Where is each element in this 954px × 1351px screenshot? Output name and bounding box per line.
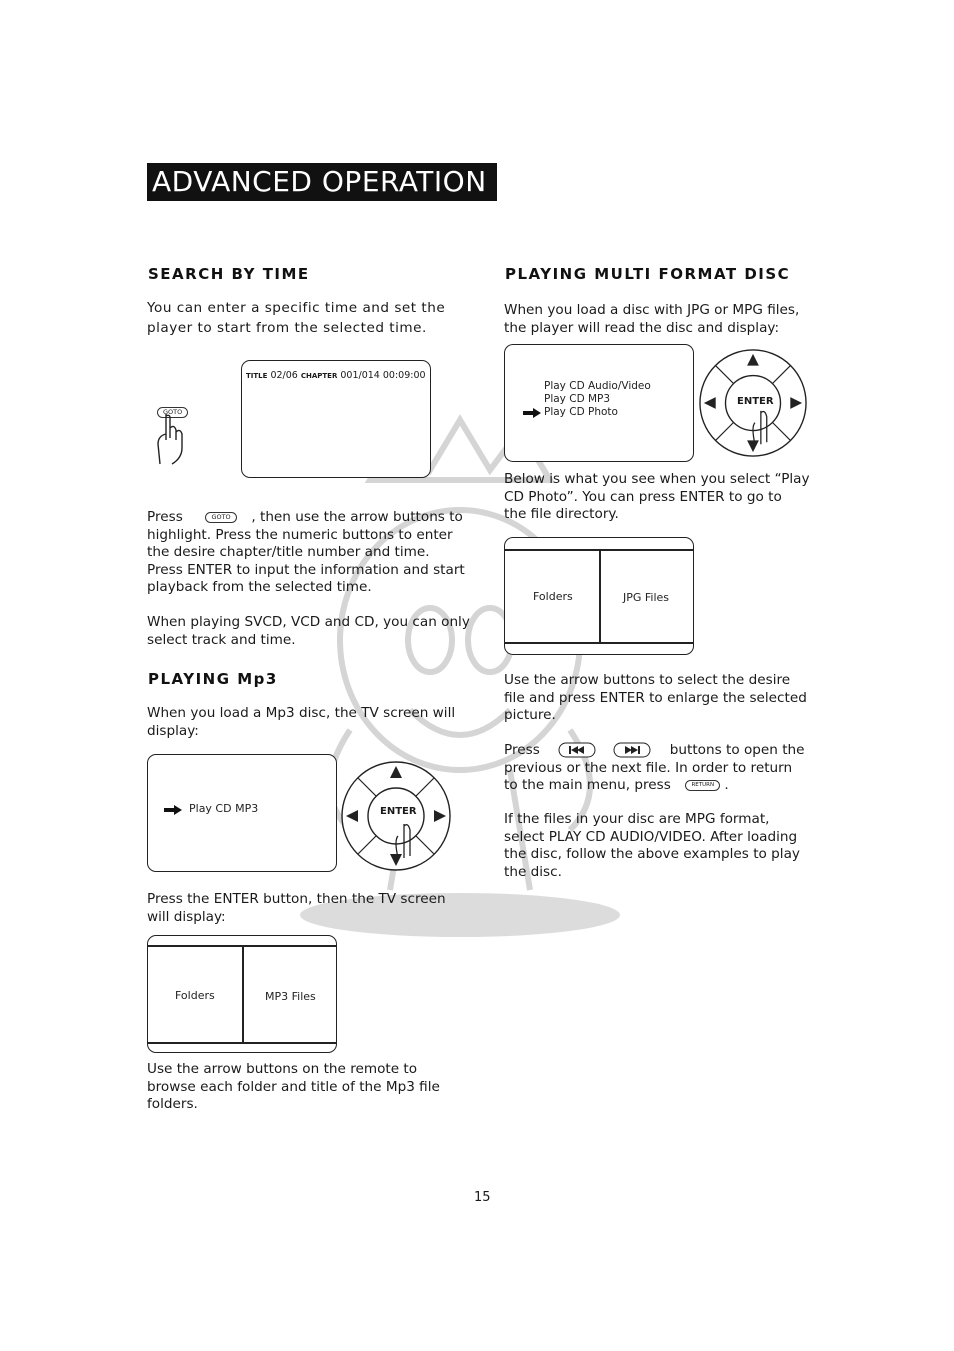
skip-line: previous or the next file. In order to return (504, 759, 793, 776)
browse-line: folders. (147, 1096, 198, 1113)
mpg-line: the disc. (504, 863, 562, 880)
skip-first-line (504, 742, 834, 760)
goto-line: playback from the selected time. (147, 579, 372, 596)
browse-instructions (147, 1061, 477, 1114)
arrow-line: Use the arrow buttons to select the desire (504, 672, 791, 688)
tv-screen-jpg-folders (504, 537, 694, 655)
menu-item-audio-video: Play CD Audio/Video (544, 380, 651, 392)
below-line: the file directory. (504, 506, 619, 523)
enter-key-label: ENTER (737, 396, 774, 407)
return-line: to the main menu, press RETURN . (504, 777, 729, 794)
osd-chapter-label: CHAPTER (300, 372, 338, 380)
tv-screen-mp3 (147, 754, 337, 872)
enter-intro-line: will display: (147, 908, 226, 925)
goto-inline-button: GOTO (205, 512, 236, 523)
return-button-icon: RETURN (685, 780, 720, 791)
arrow-instructions (504, 672, 834, 725)
folders-label: Folders (533, 590, 573, 603)
return-text: to the main menu, press (504, 777, 671, 794)
menu-item-mp3: Play CD MP3 (544, 393, 611, 405)
pointing-hand-icon (152, 412, 190, 466)
press-word: Press (504, 742, 540, 758)
browse-line: browse each folder and title of the Mp3 file (147, 1078, 440, 1095)
mp3-intro-line: display: (147, 722, 199, 739)
previous-track-icon (558, 742, 596, 758)
osd-title-value: 02/06 (270, 370, 298, 381)
playing-mp3-heading: PLAYING Mp3 (148, 670, 278, 688)
mpg-line: select PLAY CD AUDIO/VIDEO. After loading (504, 828, 798, 845)
next-track-icon (613, 742, 651, 758)
jpg-files-label: JPG Files (623, 591, 670, 604)
press-word: Press (147, 509, 183, 525)
arrow-cursor-icon (523, 408, 541, 418)
goto-line: the desire chapter/title number and time. (147, 544, 430, 561)
mp3-intro (147, 705, 477, 740)
skip-instructions (504, 742, 834, 795)
search-by-time-heading: SEARCH BY TIME (148, 265, 310, 283)
mp3-menu-item: Play CD MP3 (189, 802, 259, 815)
osd-title-label: TITLE (246, 372, 268, 380)
svcd-line: When playing SVCD, VCD and CD, you can only (147, 613, 470, 630)
search-intro (147, 300, 457, 337)
goto-button-label: GOTO (157, 407, 188, 418)
tv-screen-multi-menu (504, 344, 694, 462)
arrow-line: file and press ENTER to enlarge the selected (504, 689, 807, 706)
tv-screen-search (241, 360, 431, 478)
multi-intro-line: When you load a disc with JPG or MPG files, (504, 302, 800, 318)
mp3-files-label: MP3 Files (265, 990, 316, 1003)
svcd-line: select track and time. (147, 631, 296, 648)
browse-line: Use the arrow buttons on the remote to (147, 1061, 418, 1077)
multi-intro-line: the player will read the disc and display: (504, 319, 780, 336)
section-banner (147, 163, 497, 201)
goto-line: Press ENTER to input the information and start (147, 561, 465, 578)
goto-line: highlight. Press the numeric buttons to enter (147, 526, 453, 543)
search-osd (246, 370, 426, 381)
mpg-line: the disc, follow the above examples to play (504, 846, 800, 863)
arrow-line: picture. (504, 707, 556, 724)
goto-first-line (147, 509, 482, 527)
menu-item-photo: Play CD Photo (544, 406, 618, 418)
enter-intro-line: Press the ENTER button, then the TV screen (147, 891, 446, 907)
skip-rest: buttons to open the (669, 742, 805, 758)
search-intro-line: player to start from the selected time. (147, 319, 427, 336)
mpg-line: If the files in your disc are MPG format, (504, 811, 770, 827)
goto-instructions (147, 509, 482, 649)
press-rest: , then use the arrow buttons to (251, 509, 463, 525)
mp3-intro-line: When you load a Mp3 disc, the TV screen will (147, 705, 456, 721)
mpg-instructions (504, 811, 834, 881)
search-intro-line: You can enter a specific time and set the (147, 300, 446, 316)
multi-intro (504, 302, 824, 337)
enter-intro (147, 891, 477, 926)
below-line: Below is what you see when you select “Play (504, 471, 810, 487)
page-number: 15 (474, 1190, 491, 1205)
enter-key-label: ENTER (380, 806, 417, 817)
folders-label: Folders (175, 989, 215, 1002)
arrow-cursor-icon (164, 805, 182, 815)
tv-screen-mp3-folders (147, 935, 337, 1053)
multi-format-heading: PLAYING MULTI FORMAT DISC (505, 265, 791, 283)
banner-title: ADVANCED OPERATION (152, 165, 487, 198)
below-description (504, 471, 824, 524)
osd-chapter-value: 001/014 (340, 370, 380, 381)
below-line: CD Photo”. You can press ENTER to go to (504, 488, 782, 505)
osd-time: 00:09:00 (382, 370, 426, 381)
